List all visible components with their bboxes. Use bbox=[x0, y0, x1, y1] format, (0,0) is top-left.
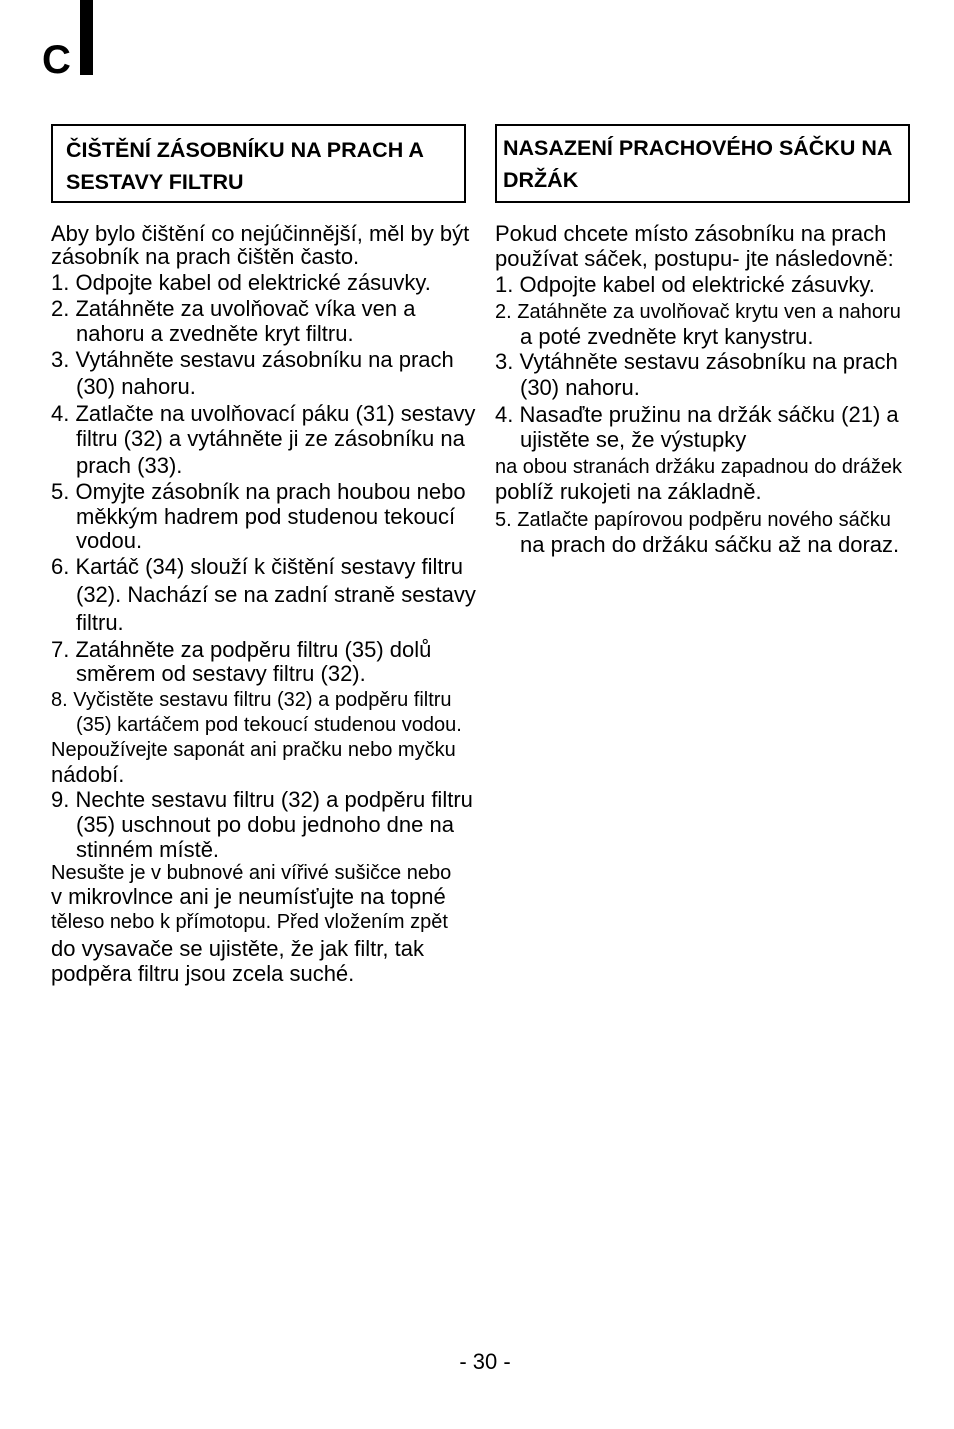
left-body-line: měkkým hadrem pod studenou tekoucí bbox=[76, 504, 456, 529]
left-body-line: 3. Vytáhněte sestavu zásobníku na prach bbox=[51, 347, 454, 372]
right-body-line: 5. Zatlačte papírovou podpěru nového sáčku bbox=[495, 509, 891, 531]
right-body-line: na prach do držáku sáčku až na doraz. bbox=[520, 532, 900, 557]
left-body-line: 8. Vyčistěte sestavu filtru (32) a podpěru filtru bbox=[51, 689, 452, 711]
left-body-line: (35) kartáčem pod tekoucí studenou vodou. bbox=[76, 714, 462, 736]
left-section-heading-line: ČIŠTĚNÍ ZÁSOBNÍKU NA PRACH A bbox=[66, 138, 424, 162]
left-section-heading-line: SESTAVY FILTRU bbox=[66, 170, 244, 194]
section-tab-bar bbox=[80, 0, 93, 75]
section-tab-letter: C bbox=[42, 38, 71, 82]
right-body-line: (30) nahoru. bbox=[520, 375, 640, 400]
left-section-heading-box bbox=[51, 124, 466, 203]
right-body-line: na obou stranách držáku zapadnou do drážek bbox=[495, 456, 902, 478]
left-body-line: 9. Nechte sestavu filtru (32) a podpěru filtru bbox=[51, 787, 473, 812]
left-body-line: (30) nahoru. bbox=[76, 374, 196, 399]
right-section-heading-box bbox=[495, 124, 910, 203]
right-body-line: poblíž rukojeti na základně. bbox=[495, 479, 762, 504]
left-body-line: Nesušte je v bubnové ani vířivé sušičce nebo bbox=[51, 862, 452, 884]
right-body-line: 1. Odpojte kabel od elektrické zásuvky. bbox=[495, 272, 875, 297]
left-body-line: 2. Zatáhněte za uvolňovač víka ven a bbox=[51, 296, 416, 321]
right-body-line: 3. Vytáhněte sestavu zásobníku na prach bbox=[495, 349, 898, 374]
left-body-line: 6. Kartáč (34) slouží k čištění sestavy filtru bbox=[51, 554, 464, 579]
left-body-line: Aby bylo čištění co nejúčinnější, měl by být bbox=[51, 221, 470, 246]
right-section-heading-line: DRŽÁK bbox=[503, 168, 579, 192]
left-body-line: Nepoužívejte saponát ani pračku nebo myčku bbox=[51, 739, 456, 761]
left-body-line: (35) uschnout po dobu jednoho dne na bbox=[76, 812, 454, 837]
left-body-line: nahoru a zvedněte kryt filtru. bbox=[76, 321, 354, 346]
left-body-line: zásobník na prach čištěn často. bbox=[51, 244, 360, 269]
page-number: - 30 - bbox=[459, 1349, 511, 1374]
right-body-line: ujistěte se, že výstupky bbox=[520, 427, 747, 452]
left-body-line: podpěra filtru jsou zcela suché. bbox=[51, 961, 355, 986]
right-section-heading-line: NASAZENÍ PRACHOVÉHO SÁČKU NA bbox=[503, 136, 893, 160]
left-body-line: filtru (32) a vytáhněte ji ze zásobníku na bbox=[76, 426, 465, 451]
left-body-line: 5. Omyjte zásobník na prach houbou nebo bbox=[51, 479, 466, 504]
left-body-line: 4. Zatlačte na uvolňovací páku (31) sestavy bbox=[51, 401, 476, 426]
left-body-line: do vysavače se ujistěte, že jak filtr, tak bbox=[51, 936, 424, 961]
right-body-line: používat sáček, postupu- jte následovně: bbox=[495, 246, 894, 271]
left-body-line: v mikrovlnce ani je neumísťujte na topné bbox=[51, 884, 446, 909]
right-body-line: Pokud chcete místo zásobníku na prach bbox=[495, 221, 887, 246]
left-body-line: filtru. bbox=[76, 610, 124, 635]
left-body-line: stinném místě. bbox=[76, 837, 220, 862]
right-body-line: 4. Nasaďte pružinu na držák sáčku (21) a bbox=[495, 402, 899, 427]
left-body-line: vodou. bbox=[76, 528, 143, 553]
left-body-line: těleso nebo k přímotopu. Před vložením zpět bbox=[51, 911, 448, 933]
left-body-line: 7. Zatáhněte za podpěru filtru (35) dolů bbox=[51, 637, 432, 662]
left-body-line: (32). Nachází se na zadní straně sestavy bbox=[76, 582, 476, 607]
left-body-line: 1. Odpojte kabel od elektrické zásuvky. bbox=[51, 270, 431, 295]
right-body-line: a poté zvedněte kryt kanystru. bbox=[520, 324, 814, 349]
left-body-line: nádobí. bbox=[51, 762, 125, 787]
right-body-line: 2. Zatáhněte za uvolňovač krytu ven a nahoru bbox=[495, 301, 901, 323]
left-body-line: směrem od sestavy filtru (32). bbox=[76, 661, 366, 686]
left-body-line: prach (33). bbox=[76, 453, 183, 478]
